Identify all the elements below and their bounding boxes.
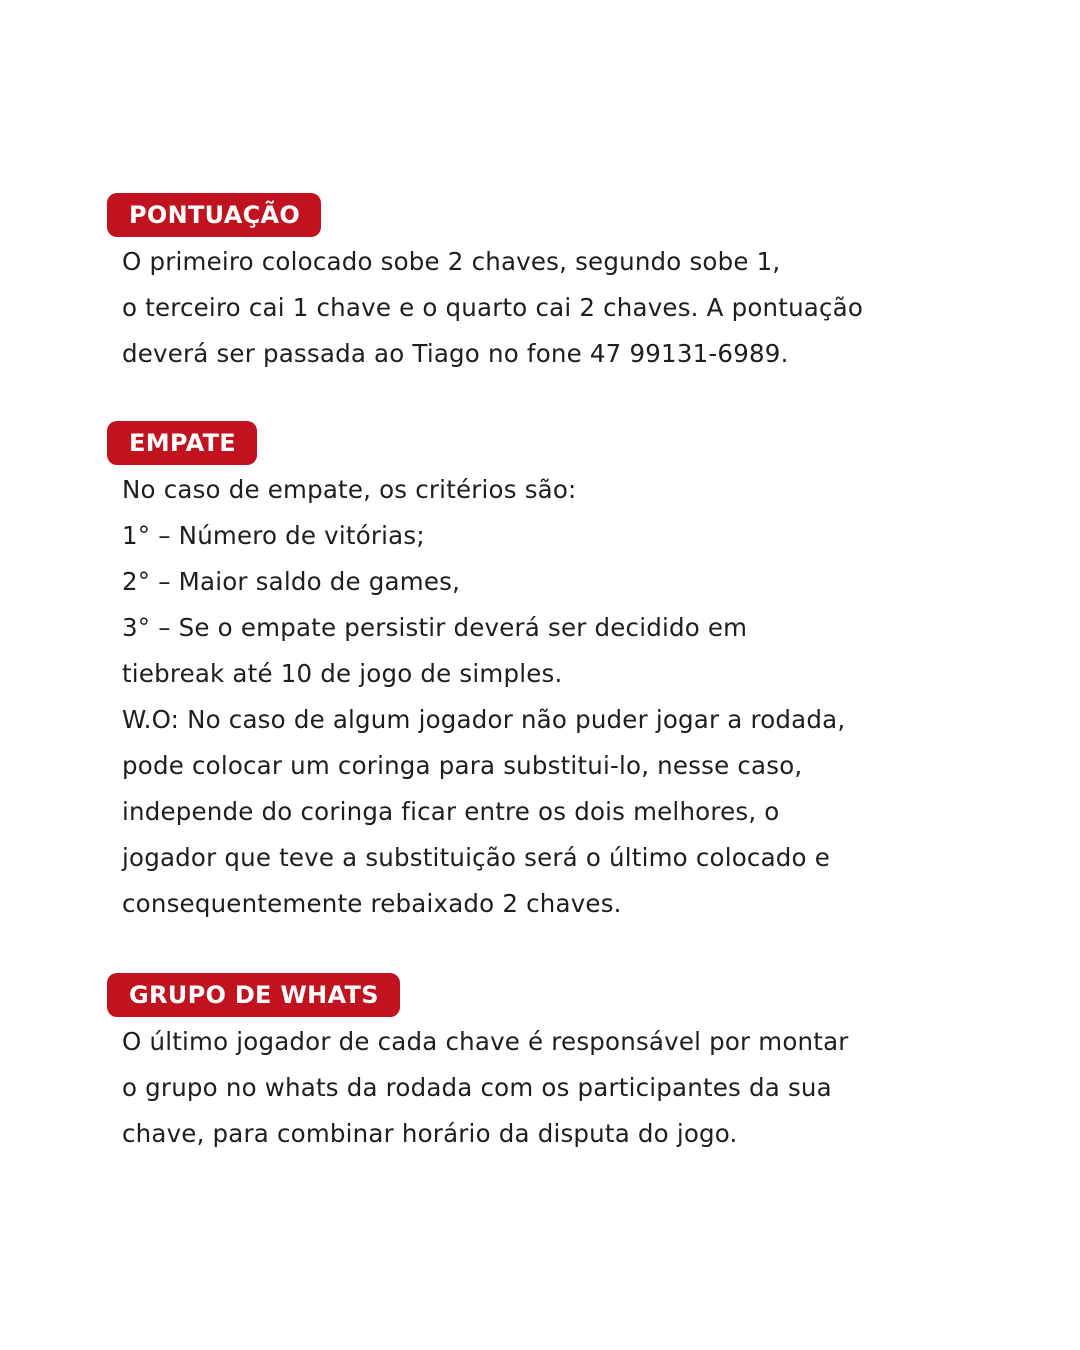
body-line: O primeiro colocado sobe 2 chaves, segundo sobe 1, [122,247,781,276]
body-line: chave, para combinar horário da disputa do jogo. [122,1119,738,1148]
section-heading-badge: PONTUAÇÃO [107,193,321,237]
body-line: 2° – Maior saldo de games, [122,567,461,596]
body-line: 3° – Se o empate persistir deverá ser decidido em [122,613,748,642]
body-line: No caso de empate, os critérios são: [122,475,577,504]
body-line: jogador que teve a substituição será o último colocado e [122,843,830,872]
body-line: pode colocar um coringa para substitui-lo, nesse caso, [122,751,803,780]
body-line: independe do coringa ficar entre os dois melhores, o [122,797,780,826]
section-heading-badge: EMPATE [107,421,257,465]
body-line: O último jogador de cada chave é responsável por montar [122,1027,849,1056]
body-line: o grupo no whats da rodada com os participantes da sua [122,1073,832,1102]
body-line: deverá ser passada ao Tiago no fone 47 99131-6989. [122,339,789,368]
section-empate [107,421,1007,927]
body-line: o terceiro cai 1 chave e o quarto cai 2 chaves. A pontuação [122,293,864,322]
section-heading-badge: GRUPO DE WHATS [107,973,400,1017]
section-grupo-de-whats [107,973,1007,1157]
section-body [122,1019,1007,1157]
section-pontuacao [107,193,1007,377]
section-body [122,467,1007,927]
body-line: W.O: No caso de algum jogador não puder jogar a rodada, [122,705,846,734]
body-line: consequentemente rebaixado 2 chaves. [122,889,622,918]
body-line: 1° – Número de vitórias; [122,521,425,550]
section-body [122,239,1007,377]
body-line: tiebreak até 10 de jogo de simples. [122,659,563,688]
